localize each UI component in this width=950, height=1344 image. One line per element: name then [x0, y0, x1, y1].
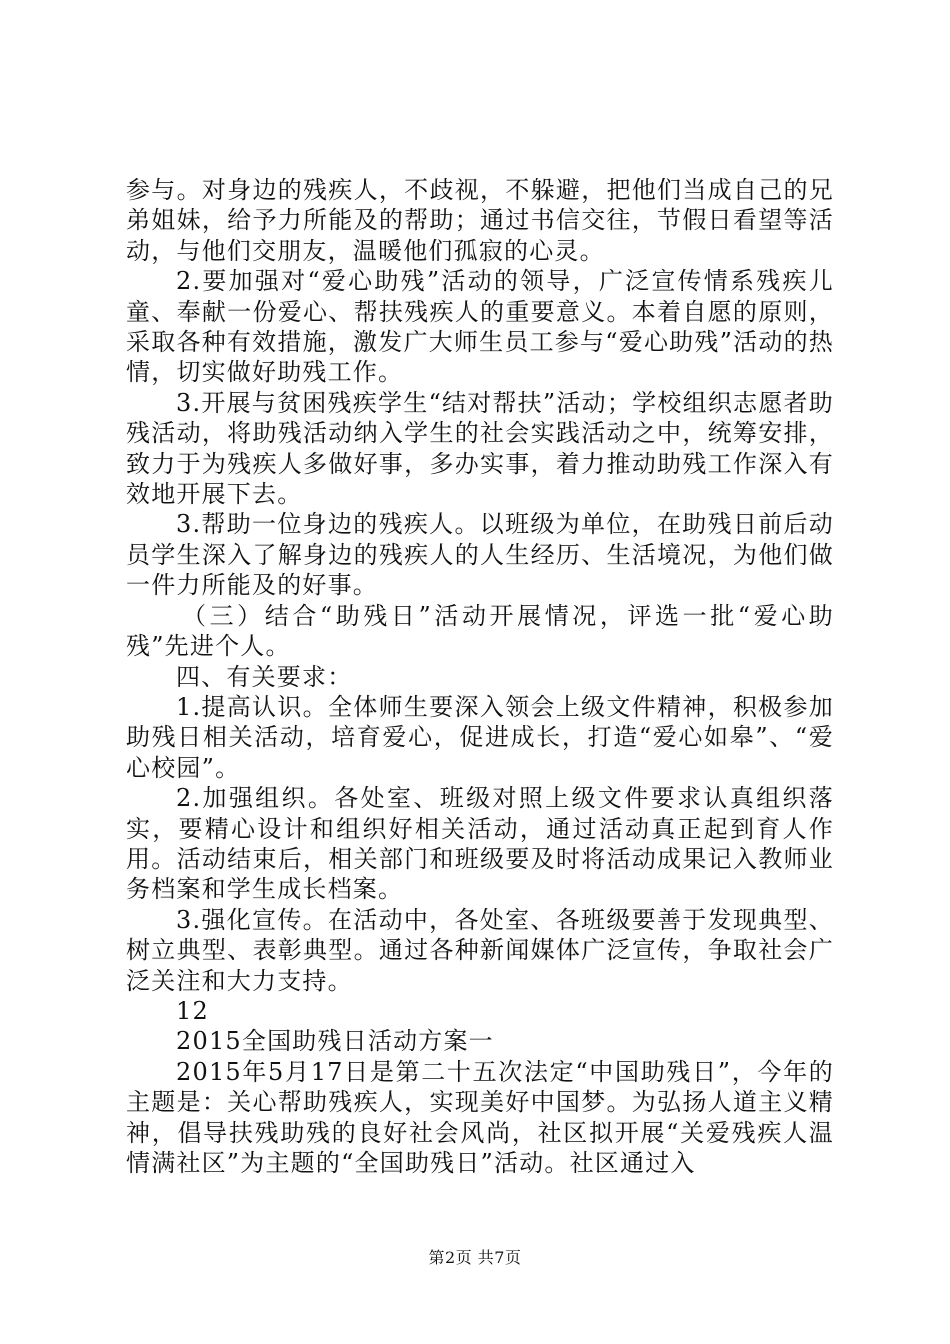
page-number-footer: 第2页 共7页 [428, 1248, 522, 1267]
document-title: 2015全国助残日活动方案一 [176, 1027, 494, 1056]
paragraph-item-3: 3.开展与贫困残疾学生“结对帮扶”活动；学校组织志愿者助残活动，将助残活动纳入学生的社会实践活动之中，统筹安排，致力于为残疾人多做好事，多办实事，着力推动助残工作深入有效地开展下去。 [126, 388, 834, 509]
paragraph-intro: 2015年5月17日是第二十五次法定“中国助残日”，今年的主题是：关心帮助残疾人，实现美好中国梦。为弘扬人道主义精神，倡导扶残助残的良好社会风尚，社区拟开展“关爱残疾人温情满社区”为主题的“全国助残日”活动。社区通过入 [126, 1057, 834, 1177]
paragraph-number: 12 [176, 996, 209, 1025]
document-body [126, 175, 834, 1178]
paragraph-continuation: 参与。对身边的残疾人，不歧视，不躲避，把他们当成自己的兄弟姐妹，给予力所能及的帮助；通过书信交往，节假日看望等活动，与他们交朋友，温暖他们孤寂的心灵。 [126, 176, 834, 265]
paragraph-section-3: （三）结合“助残日”活动开展情况，评选一批“爱心助残”先进个人。 [126, 601, 834, 661]
paragraph-requirement-1: 1.提高认识。全体师生要深入领会上级文件精神，积极参加助残日相关活动，培育爱心，促进成长，打造“爱心如皋”、“爱心校园”。 [126, 692, 834, 782]
paragraph-item-3b: 3.帮助一位身边的残疾人。以班级为单位，在助残日前后动员学生深入了解身边的残疾人的人生经历、生活境况，为他们做一件力所能及的好事。 [126, 510, 834, 600]
paragraph-requirement-2: 2.加强组织。各处室、班级对照上级文件要求认真组织落实，要精心设计和组织好相关活动，通过活动真正起到育人作用。活动结束后，相关部门和班级要及时将活动成果记入教师业务档案和学生成长档案。 [126, 784, 834, 904]
paragraph-item-2: 2.要加强对“爱心助残”活动的领导，广泛宣传情系残疾儿童、奉献一份爱心、帮扶残疾人的重要意义。本着自愿的原则，采取各种有效措施，激发广大师生员工参与“爱心助残”活动的热情，切实做好助残工作。 [126, 267, 834, 387]
paragraph-requirement-3: 3.强化宣传。在活动中，各处室、各班级要善于发现典型、树立典型、表彰典型。通过各种新闻媒体广泛宣传，争取社会广泛关注和大力支持。 [126, 905, 834, 995]
section-heading-requirements: 四、有关要求： [176, 662, 353, 691]
